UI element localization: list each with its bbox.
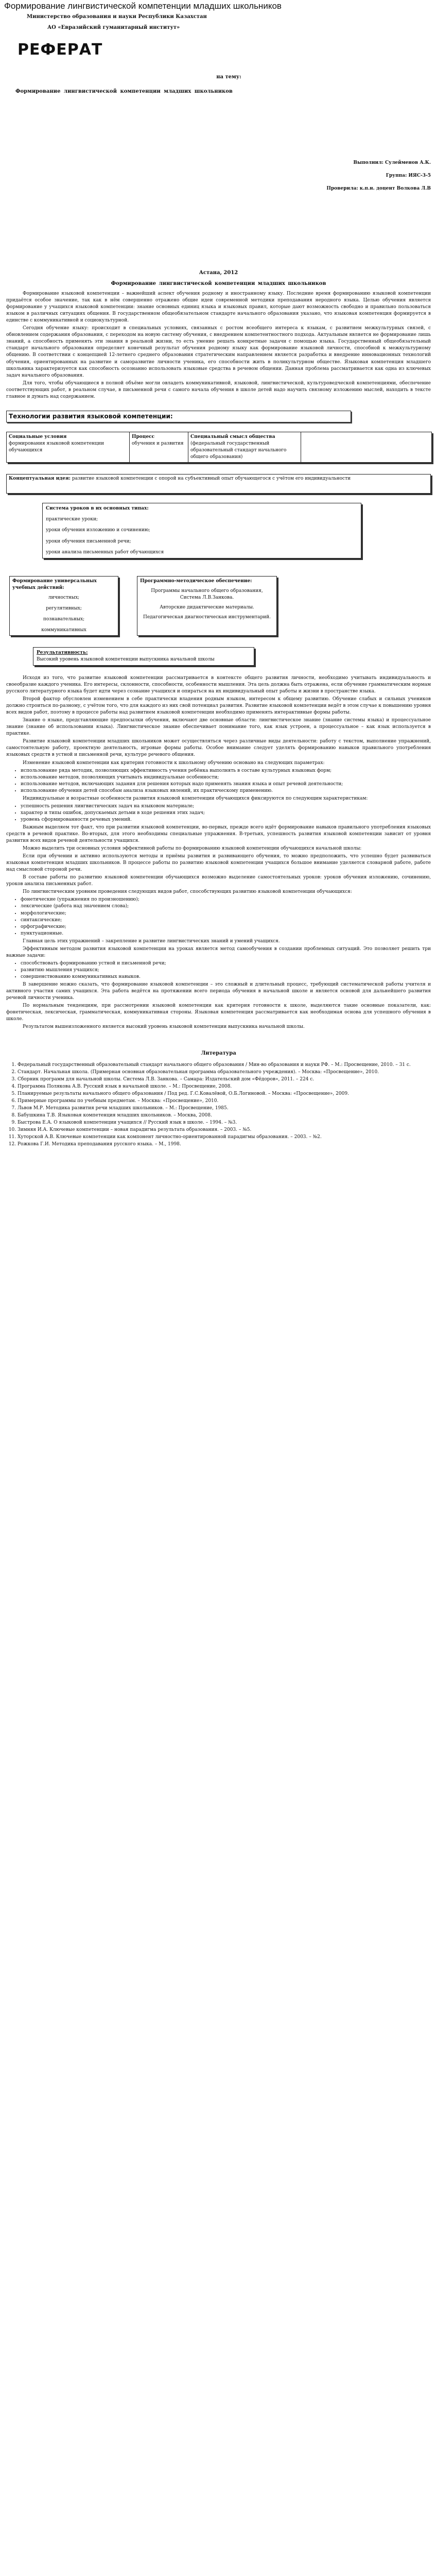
list-item: • синтаксические; [21,917,431,924]
two-boxes [9,576,431,636]
criteria-list [6,768,431,794]
result-box [33,647,254,666]
body-paragraph: Важным выделяем тот факт, что при развитии языковой компетенции, во-первых, прежде всего идёт формирование навыков правильного употребления языковых средств в речевой практике. Во-вторых, для этого необходимы специальные упражнения. В-третьих, успешность развития языковой компетенции зависит от уровня развития всех видов речевой деятельности учащихся. [6,824,431,844]
list-item: • развитию мышления учащихся; [21,967,431,974]
conditions-table [6,432,432,463]
group-line: Группа: ИЯС-3-5 [386,173,431,178]
methodology-item: Педагогическая диагностическая инструментарий. [143,614,271,620]
concept-label: Концептуальная идея: [9,476,71,482]
result-text: Высокий уровень языковой компетенции выпускника начальной школы [37,656,215,662]
exercise-types-list [6,896,431,937]
body-paragraph: В завершение можно сказать, что формирование языковой компетенции – это сложный и длительный процесс, требующий систематической работы учителя и активного участия самих учащихся. Эта работа ведётся на протяжении всего периода обучения в начальной школе и является основой для дальнейшего развития речевой личности ученика. [6,981,431,1001]
literature-item: 3. Сборник программ для начальной школы. Система Л.В. Занкова. – Самара: Издательский дом «Фёдоров», 2011. – 224 с. [18,1076,431,1083]
list-item: • уровень сформированности речевых умений. [21,817,431,823]
list-item: • характер и типы ошибок, допускаемых детьми в ходе решения этих задач; [21,810,431,817]
methodology-title: Программно-методическое обеспечение: [140,578,252,584]
lessons-box [42,503,361,558]
list-item: • использование ряда методик, позволяющих эффективность учения ребёнка выполнять в составе культурных языковых форм; [21,768,431,774]
literature-item: 8. Бабушкина Т.В. Языковая компетенция младших школьников. – Москва, 2008. [18,1112,431,1119]
concept-text: развитие языковой компетенции с опорой на субъективный опыт обучающегося с учётом его индивидуальности [72,476,351,482]
society-cell [188,432,301,462]
body-paragraph: Развитие языковой компетенции младших школьников может осуществляться через различные виды деятельности: работу с текстом, выполнение упражнений, самостоятельную работу, проектную деятельность, игровые формы работы. Особое внимание следует уделять формированию навыков правильного употребления языковых средств в устной и письменной речи, культуре речевого общения. [6,739,431,758]
literature-item: 1. Федеральный государственный образовательный стандарт начального общего образования / Мин-во образования и науки РФ. – М.: Просвещение, 2010. – 31 с. [18,1062,431,1069]
lesson-item: уроки анализа письменных работ обучающихся [46,549,164,555]
list-item: • фонетические (упражнения по произношению); [21,896,431,903]
body-paragraph: Индивидуальные и возрастные особенности развития языковой компетенции обучающихся фиксируются по следующим характеристикам: [23,795,368,801]
body-paragraph: Если при обучении и активно используются методы и приёмы развития и развивающего обучения, то можно предположить, что успешно будет развиваться языковая компетенция младших школьников. В процессе работы по развитию языковой компетенции учащихся большое внимание уделяется словарной работе, работе над смысловой стороной речи. [6,854,431,873]
literature-item: 4. Программа Полякова А.В. Русский язык в начальной школе. – М.: Просвещение, 2008. [18,1083,431,1090]
uud-title: Формирование универсальных учебных действий: [12,578,97,590]
checker-line: Проверила: к.п.н. доцент Волкова Л.В [326,185,431,191]
literature-item: 10. Зимняя И.А. Ключевые компетенции – новая парадигма результата образования. – 2003. – №5. [18,1127,431,1133]
section-title: Технологии развития языковой компетенции: [6,411,351,422]
uud-item: регулятивных; [46,605,82,611]
lesson-item: уроки обучения изложению и сочинению; [46,528,150,533]
list-item: • способствовать формированию устной и письменной речи; [21,960,431,967]
conditions-cell [7,432,130,462]
author-block [6,160,431,192]
referat-heading: РЕФЕРАТ [18,41,103,59]
empty-cell [301,432,431,462]
body-paragraph: Можно выделить три основных условия эффективной работы по формированию языковой компетенции обучающихся начальной школы: [23,846,362,852]
literature-item: 7. Львов М.Р. Методика развития речи младших школьников. – М.: Просвещение, 1985. [18,1105,431,1112]
uud-item: познавательных; [43,616,85,622]
list-item: • морфологические; [21,910,431,917]
topic-title: Формирование лингвистической компетенции младших школьников [15,89,233,95]
lessons-title: Система уроков в их основных типах: [46,506,149,512]
tasks-list [6,960,431,980]
intro-title: Формирование лингвистической компетенции младших школьников [111,280,326,286]
literature-title: Литература [201,1050,236,1057]
list-item: • совершенствованию коммуникативных навыков. [21,974,431,980]
literature-item: 2. Стандарт. Начальная школа. (Примерная основная образовательная программа образовательного учреждения). – Москва: «Просвещение», 2010. [18,1069,431,1076]
list-item: • успешность решения лингвистических задач на языковом материале; [21,803,431,810]
literature-item: 11. Хуторской А.В. Ключевые компетенции как компонент личностно-ориентированной парадигмы образования. – 2003. – №2. [18,1134,431,1141]
uud-item: коммуникативных [41,627,86,633]
uud-box [9,576,118,636]
body-paragraph: Изменение языковой компетенции как критерия готовности к школьному обучению основано на следующих параметрах: [23,760,325,766]
cell-head: Процесс [132,434,155,440]
topic-label: на тему: [216,74,241,80]
lesson-item: практические уроки; [46,517,98,522]
methodology-box [137,576,277,636]
cell-text: формирования языковой компетенции обучающихся [9,441,104,453]
cover-page [6,13,431,277]
body-paragraph: Эффективным методом развития языковой компетенции на уроках является метод самообучения в создании проблемных ситуаций. Это позволяет решить три важные задачи: [6,946,431,958]
list-item: • использование методов, позволяющих учитывать индивидуальные особенности; [21,774,431,781]
literature-item: 6. Примерные программы по учебным предметам. – Москва: «Просвещение», 2010. [18,1098,431,1105]
cell-head: Социальные условия [9,434,67,440]
author-line: Выполнил: Сулейменов А.К. [353,160,431,165]
document-body [0,13,436,1148]
uud-item: личностных; [48,595,80,600]
page-title: Формирование лингвистической компетенции младших школьников [4,1,282,11]
body-paragraph: В составе работы по развитию языковой компетенции обучающихся возможно выделение самостоятельных уроков: уроков обучения изложению, сочинению, уроков анализа письменных работ. [6,875,431,887]
cell-head: Специальный смысл общества [190,434,275,440]
lesson-item: уроки обучения письменной речи; [46,538,131,544]
body-paragraph: По нормальным тенденциям, при рассмотрении языковой компетенции как критерия готовности к школе, выделяются такие основные показатели, как: фонетическая, лексическая, грамматическая, коммуникативная стороны. Языковая компетенция рассматривается как необходимая основа для успешного обучения в школе. [6,1003,431,1022]
intro-paragraph: Формирование языковой компетенции – важнейший аспект обучения родному и иностранному языку. Последние время формированию языковой компетенции придаётся особое значение, так как в нём совершенно отражено общие идеи современной методики преподавания неродного языка. Целью обучения является формирование у учащихся языковой компетенции: знание основных единиц языка и языковых правил, которые дают возможность свободно и правильно пользоваться языком в различных ситуациях общения. В государственном общеобязательном стандарте начального образования указано, что языковая компетенция формируется в единстве с коммуникативной и социокультурной. [6,291,431,324]
body-paragraph: По лингвистическим уровням проведения следующих видов работ, способствующих развитию языковой компетенции обучающихся: [23,889,352,895]
body-paragraph: Второй фактор обусловлен изменением в себе практически владения родным языком, интересом к общему развитию. Обучение слабых и сильных учеников должно строиться по-разному, с учётом того, что для каждого из них свой потенциал развития. Развитие языковой компетенции ведёт в этом случае к повышению уровня всех видов работ, поэтому в процессе работы над развитием языковой компетенции необходимо применять интерактивные формы работы. [6,697,431,716]
concept-bar [6,474,431,494]
academy-line: АО «Евразийский гуманитарный институт» [47,24,180,30]
methodology-item: Программы начального общего образования, Система Л.В.Занкова. [151,588,263,600]
body-paragraph: Главная цель этих упражнений – закрепление и развитие лингвистических знаний и умений учащихся. [23,938,280,944]
list-item: • пунктуационные. [21,930,431,937]
intro-paragraph: Сегодня обучение языку: происходит в специальных условиях, связанных с ростом всеобщего интереса к языкам, с развитием межкультурных связей, с обновлением содержания образования, с переходом на новую систему обучения, с внедрением компетентностного подхода. Актуальным является не формирование лишь знаний, а способность применять эти знания в реальной жизни, то есть умение решать конкретные задачи с помощью языка. Государственный общеобязательный стандарт начального образования определяет конечный результат обучения родному языку как формирование языковой личности, способной к межкультурному общению. В соответствии с концепцией 12-летнего среднего образования стратегическим направлением является разработка и внедрение инновационных технологий обучения, ориентированных на развитие и саморазвитие личности ученика, его способности жить в поликультурном обществе. Языковая компетенция младшего школьника характеризуется как способность осознанно использовать языковые средства в речевом общении. Данная проблема рассматривается как одна из ключевых задач начального образования. [6,326,431,378]
list-item: • орфографические; [21,924,431,930]
intro-paragraph: Для того, чтобы обучающиеся в полной объёме могли овладеть коммуникативной, языковой, лингвистической, культуроведческой компетенциями, обеспечение соответствующих работ, в реальном случае, в письменной речи с самого начала обучения в школе детей надо научить связному изложению мыслей, находить в тексте главное и думать над содержанием. [6,380,431,399]
cell-text: (федеральный государственный образовательный стандарт начального общего образования) [190,441,287,460]
body-paragraph: Знание о языке, представляющие предпосылки обучения, включают две основные области: лингвистическое знание (знание системы языка) и процессуальное знание (знание об использовании языка). Лингвистическое знание обеспечивает понимание того, как язык устроен, а процессуальное – как язык используется в практике. [6,718,431,737]
city-year: Астана, 2012 [199,270,238,276]
ministry-line: Министерство образования и науки Республики Казахстан [27,14,207,20]
list-item: • использование обучения детей способам анализа языковых явлений, их практическому применению. [21,788,431,794]
cell-text: обучения и развития [132,441,184,447]
literature-item: 12. Рожкова Г.И. Методика преподавания русского языка. – М., 1998. [18,1141,431,1148]
process-cell [130,432,188,462]
literature-list [6,1062,431,1148]
literature-item: 9. Быстрова Е.А. О языковой компетенции учащихся // Русский язык в школе. – 1994. – №3. [18,1120,431,1126]
result-label: Результативность: [37,650,88,655]
characteristics-list [6,803,431,823]
list-item: • лексические (работа над значением слова); [21,903,431,910]
list-item: • использование методов, включающих задания для решения которых надо применять знания языка и опыт речевой деятельности; [21,781,431,788]
body-paragraph: Результатом вышеизложенного является высокий уровень языковой компетенции выпускника начальной школы. [23,1024,305,1030]
literature-item: 5. Планируемые результаты начального общего образования / Под ред. Г.С.Ковалёвой, О.Б.Логиновой. – Москва: «Просвещение», 2009. [18,1091,431,1097]
methodology-item: Авторские дидактические материалы. [160,604,254,610]
body-paragraph: Исходя из того, что развитие языковой компетенции рассматривается в контексте общего развития личности, необходимо учитывать индивидуальность и своеобразие каждого ученика. Его интересы, склонности, способности, особенности мышления. Эта цель должна быть отражена, если обучение грамматическим нормам русского литературного языка будет идти через сознание учащихся и опираться на их индивидуальный опыт работы и жизни в пространстве языка. [6,675,431,694]
